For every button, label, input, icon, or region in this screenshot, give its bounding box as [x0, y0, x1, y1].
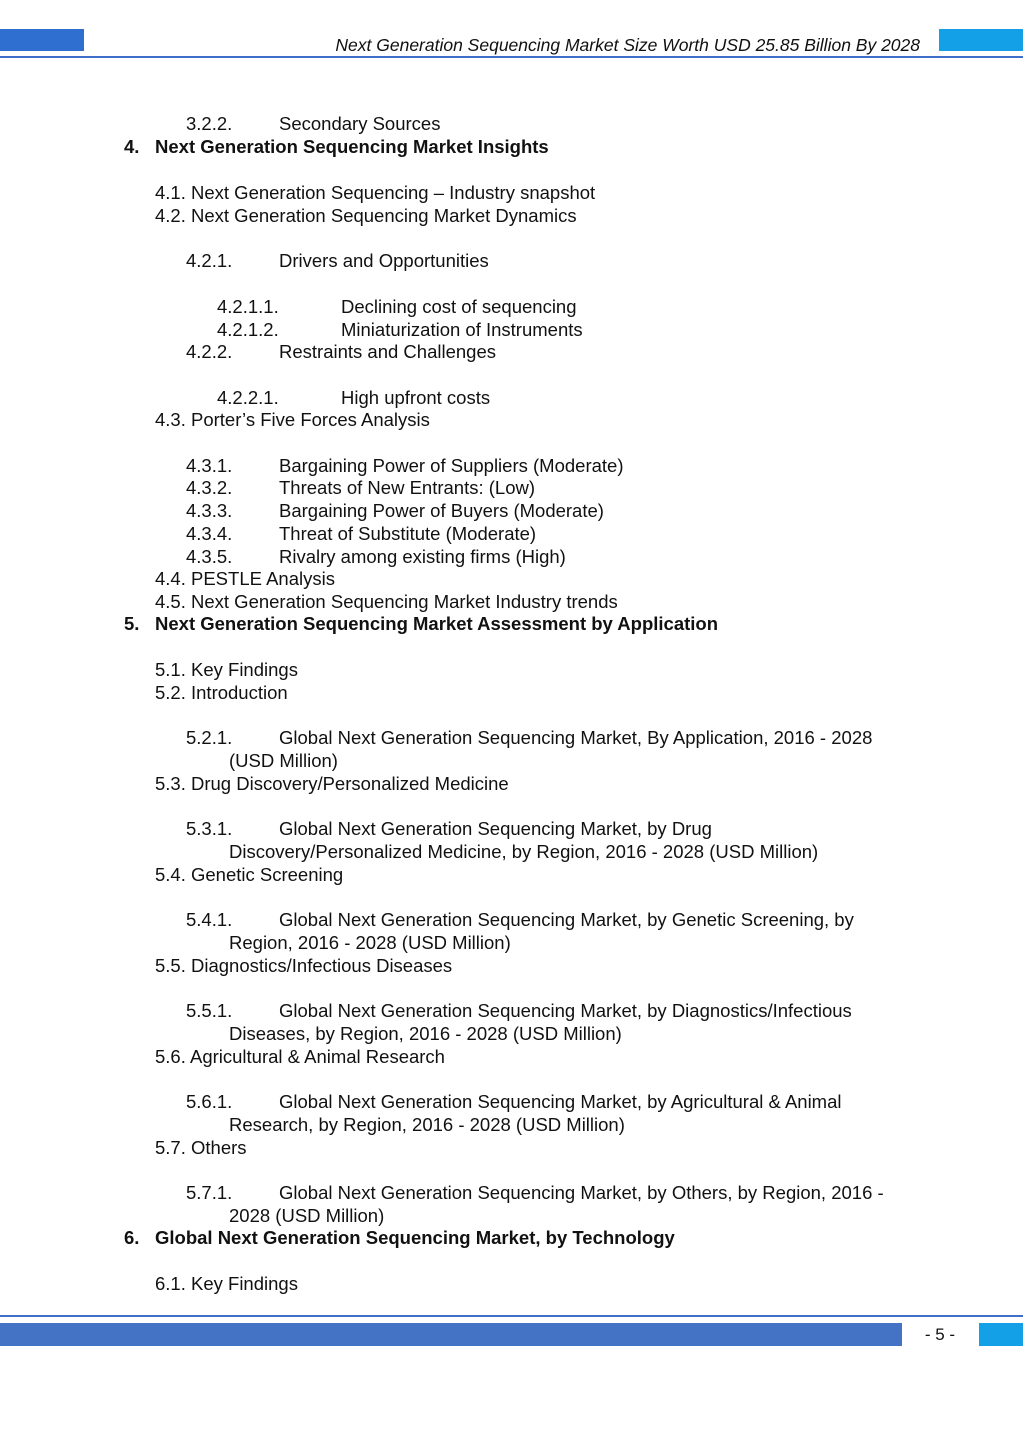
toc-text: 4.4. PESTLE Analysis — [155, 568, 335, 589]
toc-text: Global Next Generation Sequencing Market, by Others, by Region, 2016 - — [279, 1182, 884, 1203]
toc-text: Rivalry among existing firms (High) — [279, 546, 566, 567]
toc-text: Global Next Generation Sequencing Market, by Genetic Screening, by — [279, 909, 854, 930]
footer-accent-right — [979, 1323, 1023, 1346]
toc-text: Global Next Generation Sequencing Market, by Agricultural & Animal — [279, 1091, 842, 1112]
toc-text: Secondary Sources — [279, 113, 441, 134]
toc-text: 4.3. Porter’s Five Forces Analysis — [155, 409, 430, 430]
toc-number: 5.3.1. — [186, 818, 233, 839]
header-title: Next Generation Sequencing Market Size Worth USD 25.85 Billion By 2028 — [335, 35, 920, 55]
toc-number: 5.4.1. — [186, 909, 233, 930]
toc-text: High upfront costs — [341, 387, 491, 408]
toc-number: 4.2.1. — [186, 250, 233, 271]
toc-text: 4.2. Next Generation Sequencing Market Dynamics — [155, 205, 577, 226]
toc-text: Miniaturization of Instruments — [341, 319, 583, 340]
toc-text: 5.6. Agricultural & Animal Research — [155, 1046, 445, 1067]
toc-text: 4.5. Next Generation Sequencing Market Industry trends — [155, 591, 618, 612]
toc-number: 5. — [124, 613, 140, 634]
toc-text: Declining cost of sequencing — [341, 296, 577, 317]
toc-text: Global Next Generation Sequencing Market, by Diagnostics/Infectious — [279, 1000, 852, 1021]
toc-text: Threats of New Entrants: (Low) — [279, 477, 536, 498]
toc-number: 4.3.4. — [186, 523, 233, 544]
toc-number: 4.2.1.2. — [217, 319, 279, 340]
toc-number: 4.2.1.1. — [217, 296, 279, 317]
toc-number: 6. — [124, 1227, 140, 1248]
toc-text: 5.3. Drug Discovery/Personalized Medicine — [155, 773, 509, 794]
toc-text: 5.5. Diagnostics/Infectious Diseases — [155, 955, 453, 976]
toc-text: Drivers and Opportunities — [279, 250, 489, 271]
toc-text: 5.4. Genetic Screening — [155, 864, 344, 885]
header-rule — [0, 56, 1023, 58]
toc-text-continued: Region, 2016 - 2028 (USD Million) — [229, 932, 511, 953]
toc-text: Bargaining Power of Suppliers (Moderate) — [279, 455, 624, 476]
footer-rule — [0, 1315, 1023, 1317]
toc-number: 4.3.2. — [186, 477, 233, 498]
page-number: - 5 - — [924, 1325, 956, 1344]
toc-number: 4.2.2. — [186, 341, 233, 362]
toc-section-title: Next Generation Sequencing Market Assessment by Application — [155, 613, 719, 634]
toc-text: Global Next Generation Sequencing Market, by Drug — [279, 818, 712, 839]
toc-section-title: Global Next Generation Sequencing Market, by Technology — [155, 1227, 675, 1248]
toc-text: 5.7. Others — [155, 1137, 247, 1158]
toc-text: Threat of Substitute (Moderate) — [279, 523, 537, 544]
toc-text: 5.1. Key Findings — [155, 659, 298, 680]
toc-text: Bargaining Power of Buyers (Moderate) — [279, 500, 604, 521]
toc-text-continued: (USD Million) — [229, 750, 338, 771]
toc-number: 4. — [124, 136, 140, 157]
toc-text-continued: Research, by Region, 2016 - 2028 (USD Million) — [229, 1114, 625, 1135]
toc-text: Global Next Generation Sequencing Market, By Application, 2016 - 2028 — [279, 727, 873, 748]
toc-text-continued: Diseases, by Region, 2016 - 2028 (USD Million) — [229, 1023, 622, 1044]
toc-text-continued: 2028 (USD Million) — [229, 1205, 385, 1226]
toc-number: 4.3.5. — [186, 546, 233, 567]
toc-number: 5.6.1. — [186, 1091, 233, 1112]
toc-text: 6.1. Key Findings — [155, 1273, 298, 1294]
toc-number: 4.3.3. — [186, 500, 233, 521]
toc-text: Restraints and Challenges — [279, 341, 496, 362]
toc-number: 4.2.2.1. — [217, 387, 279, 408]
toc-number: 4.3.1. — [186, 455, 233, 476]
footer-bar — [0, 1323, 902, 1346]
toc-number: 5.2.1. — [186, 727, 233, 748]
toc-section-title: Next Generation Sequencing Market Insights — [155, 136, 549, 157]
toc-number: 3.2.2. — [186, 113, 233, 134]
toc-text: 4.1. Next Generation Sequencing – Industry snapshot — [155, 182, 596, 203]
header-accent-left — [0, 29, 84, 51]
toc-text-continued: Discovery/Personalized Medicine, by Region, 2016 - 2028 (USD Million) — [229, 841, 819, 862]
toc-number: 5.7.1. — [186, 1182, 233, 1203]
toc-number: 5.5.1. — [186, 1000, 233, 1021]
toc-text: 5.2. Introduction — [155, 682, 288, 703]
header-accent-right — [939, 29, 1023, 51]
